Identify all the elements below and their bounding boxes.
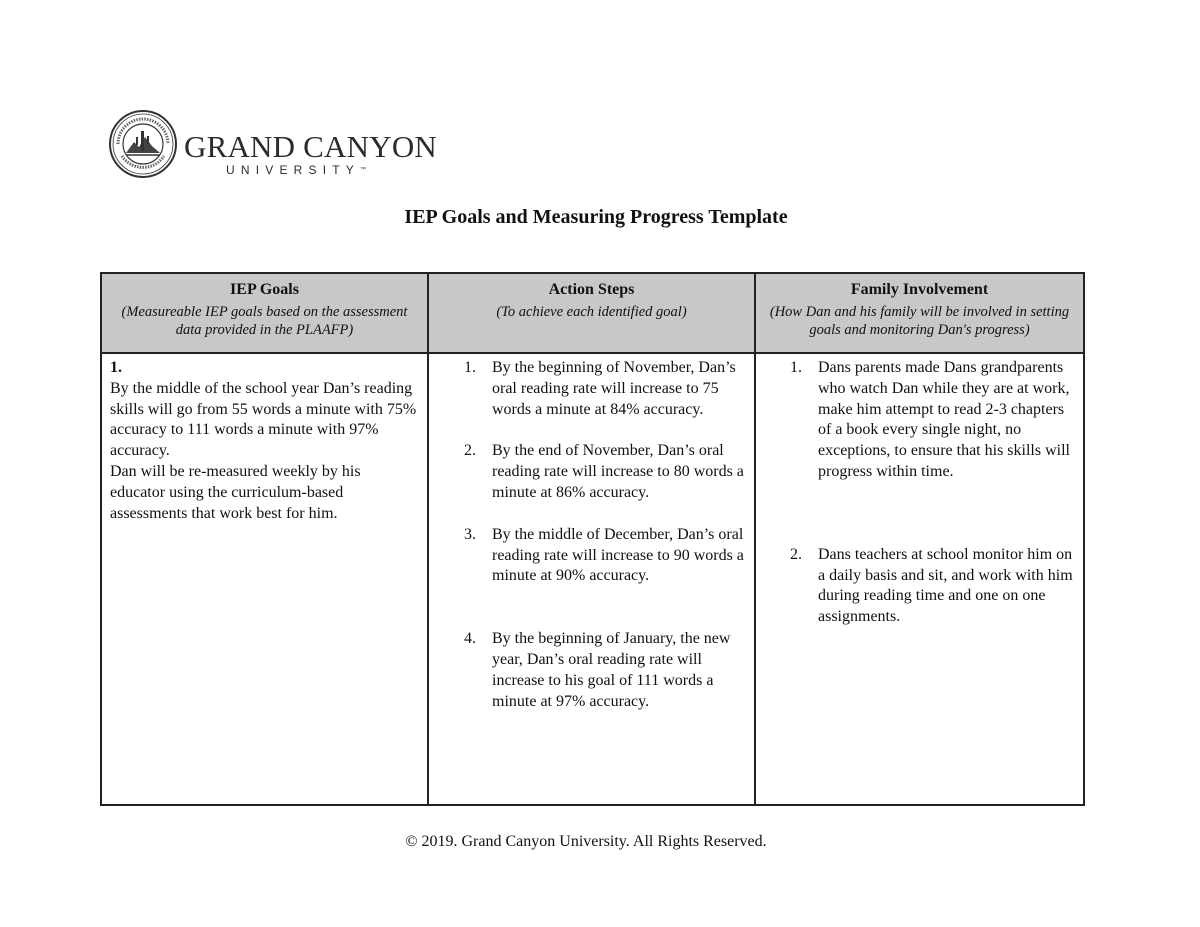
list-item (764, 358, 1075, 483)
list-item-text: Dans teachers at school monitor him on a daily basis and sit, and work with him during reading time and one on one assignments. (818, 545, 1073, 626)
document-title: IEP Goals and Measuring Progress Template (404, 206, 788, 228)
header-subtitle: (To achieve each identified goal) (496, 304, 687, 320)
list-item (764, 545, 1075, 628)
header-subtitle: (Measureable IEP goals based on the assessment data provided in the PLAAFP) (121, 304, 408, 338)
university-seal-icon (108, 109, 178, 179)
list-item (437, 629, 746, 712)
list-item-text: By the end of November, Dan’s oral reading rate will increase to 80 words a minute at 86% accuracy. (492, 442, 744, 501)
header-action-steps (428, 273, 755, 353)
table-row (101, 353, 1084, 805)
logo-wordmark: GRAND CANYON (184, 129, 437, 164)
family-involvement-list (764, 358, 1075, 628)
logo-subtitle: UNIVERSITY™ (226, 163, 367, 177)
copyright-footer: © 2019. Grand Canyon University. All Rights Reserved. (405, 833, 767, 850)
goal-measurement: Dan will be re-measured weekly by his educator using the curriculum-based assessments that work best for him. (110, 462, 361, 522)
goal-text: By the middle of the school year Dan’s reading skills will go from 55 words a minute with 75% accuracy to 111 words a minute with 97% accuracy. (110, 379, 417, 460)
table-header-row (101, 273, 1084, 353)
list-item (437, 525, 746, 587)
header-title: IEP Goals (230, 281, 299, 298)
header-title: Action Steps (548, 281, 635, 298)
list-item-text: Dans parents made Dans grandparents who watch Dan while they are at work, make him attempt to read 2-3 chapters of a book every single night, no exceptions, to ensure that his skills will progress within time. (818, 359, 1070, 480)
list-item-number: 2. (464, 442, 476, 460)
list-item-number: 3. (464, 525, 476, 543)
list-item (437, 441, 746, 503)
iep-goals-table (100, 272, 1085, 806)
list-item-number: 2. (790, 545, 802, 563)
list-item-text: By the middle of December, Dan’s oral reading rate will increase to 90 words a minute at 90% accuracy. (492, 525, 744, 585)
list-item-text: By the beginning of November, Dan’s oral reading rate will increase to 75 words a minute at 84% accuracy. (492, 359, 736, 418)
action-steps-list (437, 358, 746, 712)
family-involvement-cell (755, 353, 1084, 805)
header-family-involvement (755, 273, 1084, 353)
list-item-number: 1. (790, 359, 802, 376)
goal-number: 1. (110, 359, 122, 376)
header-title: Family Involvement (850, 281, 989, 298)
list-item (437, 358, 746, 420)
header-iep-goals (101, 273, 428, 353)
header-subtitle: (How Dan and his family will be involved in setting goals and monitoring Dan's progress) (769, 304, 1070, 338)
goal-cell (101, 353, 428, 805)
university-logo (108, 109, 437, 181)
list-item-number: 1. (464, 359, 476, 376)
list-item-text: By the beginning of January, the new year, Dan’s oral reading rate will increase to his goal of 111 words a minute at 97% accuracy. (492, 630, 731, 710)
list-item-number: 4. (464, 630, 476, 648)
action-steps-cell (428, 353, 755, 805)
